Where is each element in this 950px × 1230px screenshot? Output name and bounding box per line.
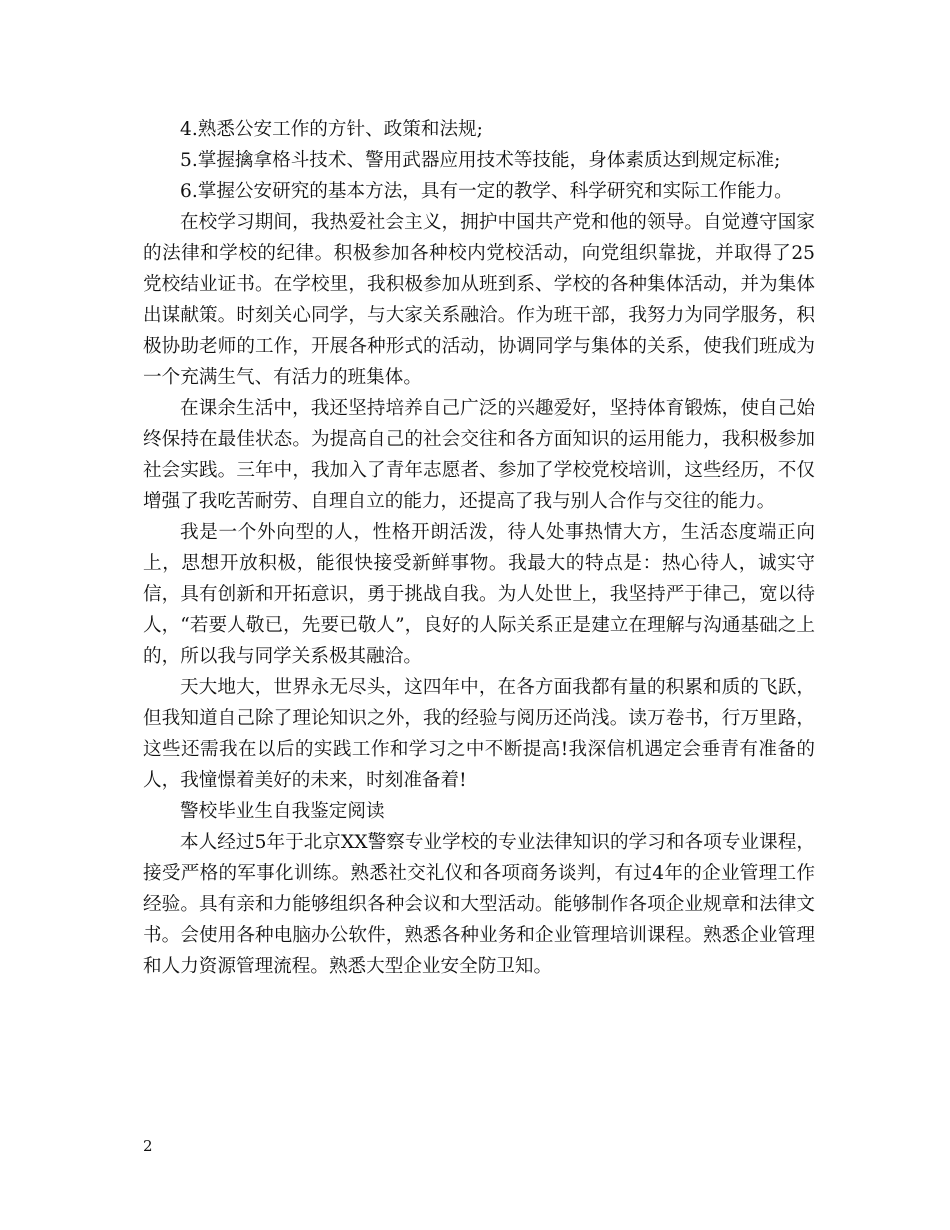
- body-paragraph: 在课余生活中，我还坚持培养自己广泛的兴趣爱好，坚持体育锻炼，使自己始终保持在最佳状态。为提高自己的社会交往和各方面知识的运用能力，我积极参加社会实践。三年中，我加入了青年志愿者、参加了学校党校培训，这些经历，不仅增强了我吃苦耐劳、自理自立的能力，还提高了我与别人合作与交往的能力。: [143, 398, 815, 512]
- page-content: [143, 114, 815, 982]
- list-item: 4.熟悉公安工作的方针、政策和法规;: [180, 119, 483, 140]
- list-item: 5.掌握擒拿格斗技术、警用武器应用技术等技能，身体素质达到规定标准;: [180, 150, 781, 171]
- body-paragraph: 本人经过5年于北京XX警察专业学校的专业法律知识的学习和各项专业课程，接受严格的军事化训练。熟悉社交礼仪和各项商务谈判，有过4年的企业管理工作经验。具有亲和力能够组织各种会议和大型活动。能够制作各项企业规章和法律文书。会使用各种电脑办公软件，熟悉各种业务和企业管理培训课程。熟悉企业管理和人力资源管理流程。熟悉大型企业安全防卫知。: [143, 832, 815, 977]
- body-paragraph: 天大地大，世界永无尽头，这四年中，在各方面我都有量的积累和质的飞跃，但我知道自己除了理论知识之外，我的经验与阅历还尚浅。读万卷书，行万里路，这些还需我在以后的实践工作和学习之中不断提高!我深信机遇定会垂青有准备的人，我憧憬着美好的未来，时刻准备着!: [143, 677, 815, 791]
- body-paragraph: 我是一个外向型的人，性格开朗活泼，待人处事热情大方，生活态度端正向上，思想开放积极，能很快接受新鲜事物。我最大的特点是：热心待人，诚实守信，具有创新和开拓意识，勇于挑战自我。为人处世上，我坚持严于律己，宽以待人，“若要人敬已，先要已敬人”，良好的人际关系正是建立在理解与沟通基础之上的，所以我与同学关系极其融洽。: [143, 522, 815, 667]
- body-paragraph: 在校学习期间，我热爱社会主义，拥护中国共产党和他的领导。自觉遵守国家的法律和学校的纪律。积极参加各种校内党校活动，向党组织靠拢，并取得了25党校结业证书。在学校里，我积极参加从班到系、学校的各种集体活动，并为集体出谋献策。时刻关心同学，与大家关系融洽。作为班干部，我努力为同学服务，积极协助老师的工作，开展各种形式的活动，协调同学与集体的关系，使我们班成为一个充满生气、有活力的班集体。: [143, 212, 815, 388]
- list-item: 6.掌握公安研究的基本方法，具有一定的教学、科学研究和实际工作能力。: [180, 181, 793, 202]
- page-number: 2: [143, 1137, 153, 1155]
- section-heading: 警校毕业生自我鉴定阅读: [180, 801, 385, 822]
